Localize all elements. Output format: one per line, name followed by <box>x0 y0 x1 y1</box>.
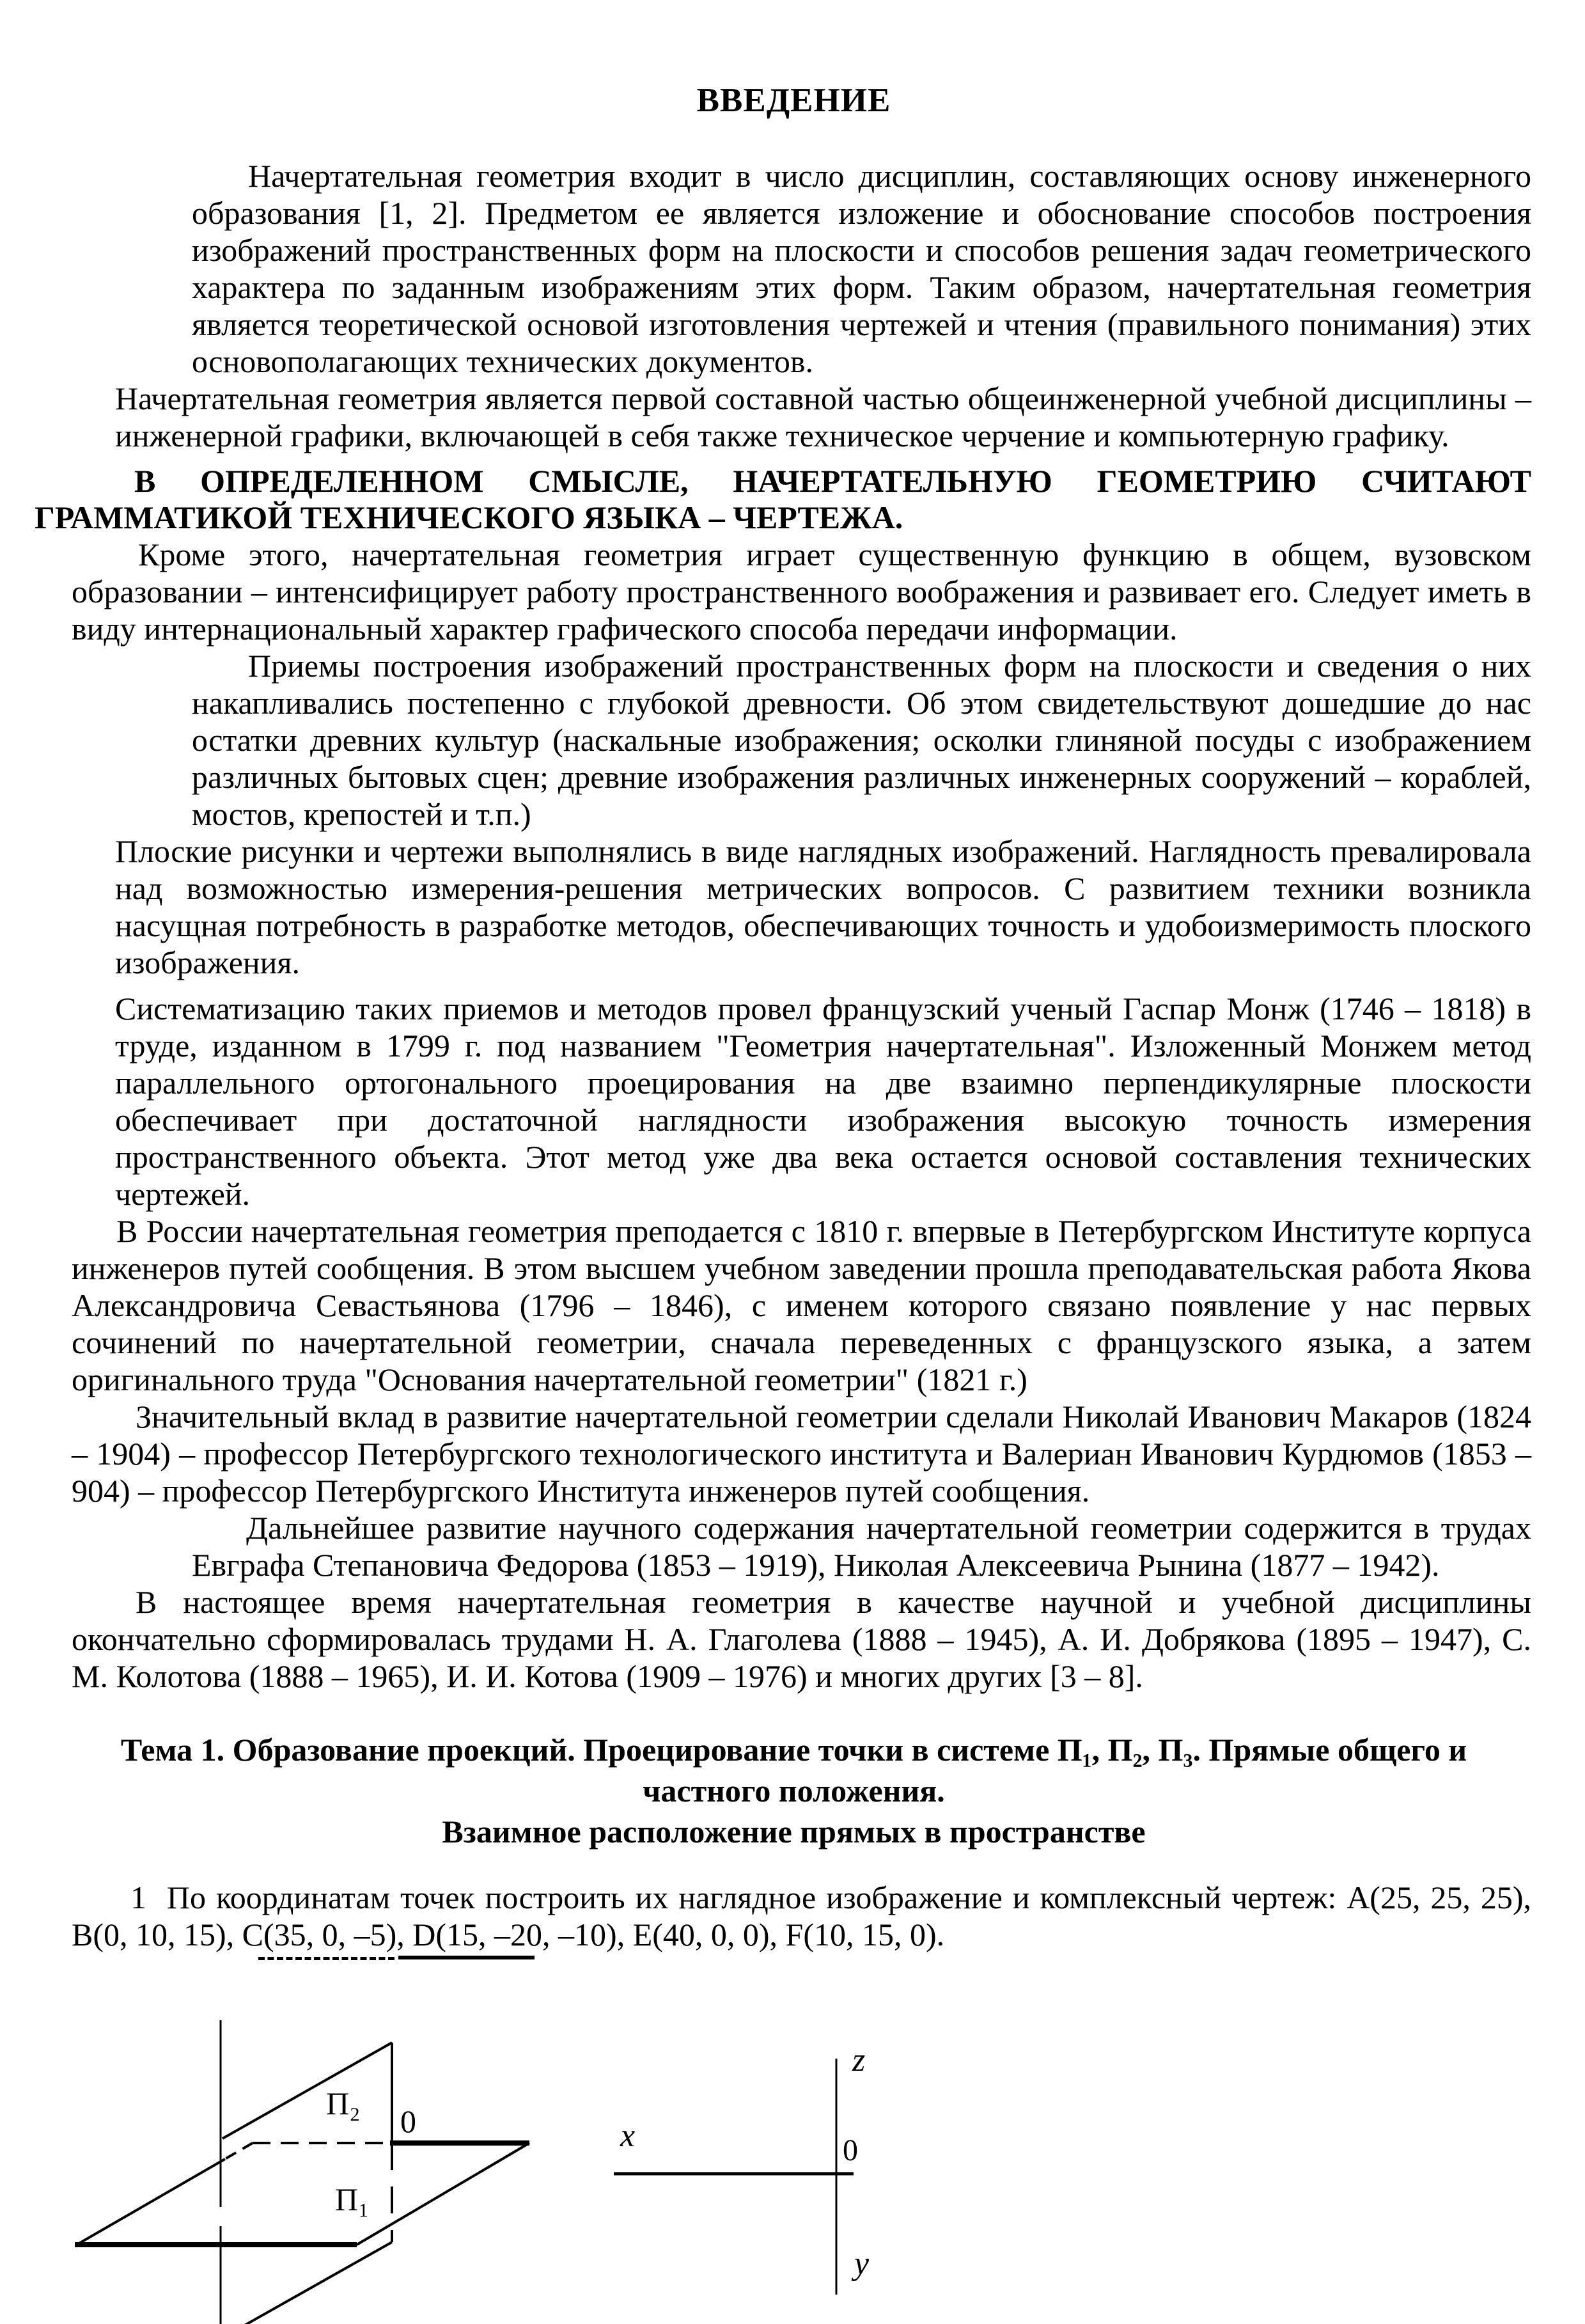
problem-statement <box>72 1879 1531 1953</box>
problem-text: По координатам точек построить их наглядное изображение и комплексный чертеж: A(25, 25, 25), B(0, 10, 15), C(35, 0, –5), D(15, –20, –10), E(40, 0, 0), F(10, 15, 0). <box>72 1880 1532 1952</box>
section-heading-line2: Взаимное расположение прямых в пространстве <box>442 1814 1146 1849</box>
underline-dashed-segment <box>258 1957 394 1960</box>
pi2-top-edge <box>223 2043 392 2139</box>
annotation-underline <box>258 1957 1531 1963</box>
underline-solid-segment <box>398 1956 535 1959</box>
x-axis-label: x <box>620 2117 636 2154</box>
pi1-left-edge <box>77 2159 225 2245</box>
origin-label-complex: 0 <box>843 2133 858 2167</box>
origin-label-pictorial: 0 <box>400 2103 416 2139</box>
paragraph-nastoyashchee-vremya: В настоящее время начертательная геометрия в качестве научной и учебной дисциплины окончательно сформировалась трудами Н. А. Глаголева (1888 – 1945), А. И. Добрякова (1895 – 1947), С. М. Колотова (1888 – 1965), И. И. Котова (1909 – 1976) и многих других [3 – 8]. <box>72 1584 1531 1694</box>
pi2-bottom-edge <box>217 2242 392 2324</box>
page-content <box>0 81 1585 1963</box>
paragraph-general: Начертательная геометрия является первой составной частью общеинженерной учебной дисциплины – инженерной графики, включающей в себя также техническое черчение и компьютерную графику. <box>115 381 1531 453</box>
figure-area <box>0 2018 1585 2324</box>
y-axis-label: y <box>854 2245 870 2282</box>
page-title: ВВЕДЕНИЕ <box>696 82 891 119</box>
paragraph-sistematizaciya: Систематизацию таких приемов и методов провел французский ученый Гаспар Монж (1746 – 1818) в труде, изданном в 1799 г. под названием "Геометрия начертательная". Изложенный Монжем метод параллельного ортогонального проецирования на две взаимно перпендикулярные плоскости обеспечивает при достаточной наглядности изображения высокую точность измерения пространственного объекта. Этот метод уже два века остается основой составления технических чертежей. <box>115 991 1531 1212</box>
paragraph-krome: Кроме этого, начертательная геометрия играет существенную функцию в общем, вузовском образовании – интенсифицирует работу пространственного воображения и развивает его. Следует иметь в виду интернациональный характер графического способа передачи информации. <box>72 537 1531 647</box>
problem-number: 1 <box>130 1880 146 1915</box>
section-heading-line1: Тема 1. Образование проекций. Проецирование точки в системе П₁, П₂, П₃. Прямые общего и частного положения. <box>120 1732 1467 1809</box>
paragraph-ploskie: Плоские рисунки и чертежи выполнялись в виде наглядных изображений. Наглядность превалировала над возможностью измерения-решения метрических вопросов. С развитием техники возникла насущная потребность в разработке методов, обеспечивающих точность и удобоизмеримость плоского изображения. <box>115 833 1531 980</box>
paragraph-bold-statement: В ОПРЕДЕЛЕННОМ СМЫСЛЕ, НАЧЕРТАТЕЛЬНУЮ ГЕОМЕТРИЮ СЧИТАЮТ ГРАММАТИКОЙ ТЕХНИЧЕСКОГО ЯЗЫКА – ЧЕРТЕЖА. <box>35 463 1531 535</box>
document-page <box>0 81 1585 2324</box>
paragraph-intro: Начертательная геометрия входит в число дисциплин, составляющих основу инженерного образования [1, 2]. Предметом ее является изложение и обоснование способов построения изображений пространственных форм на плоскости и способов решения задач геометрического характера по заданным изображениям этих форм. Таким образом, начертательная геометрия является теоретической основой изготовления чертежей и чтения (правильного понимания) этих основополагающих технических документов. <box>192 158 1531 379</box>
pictorial-view-labels <box>326 2085 416 2217</box>
projection-planes-figure <box>0 2018 1585 2324</box>
paragraph-dalneishee-razvitie: Дальнейшее развитие научного содержания начертательной геометрии содержится в трудах Евграфа Степановича Федорова (1853 – 1919), Николая Алексеевича Рынина (1877 – 1942). <box>192 1510 1531 1583</box>
paragraph-priemy: Приемы построения изображений пространственных форм на плоскости и сведения о них накапливались постепенно с глубокой древности. Об этом свидетельствуют дошедшие до нас остатки древних культур (наскальные изображения; осколки глиняной посуды с изображением различных бытовых сцен; древние изображения различных инженерных сооружений – кораблей, мостов, крепостей и т.п.) <box>192 648 1531 832</box>
pi1-plane-label: П₁ <box>335 2181 370 2217</box>
pi1-left-edge-hidden <box>225 2143 253 2159</box>
pi1-right-edge <box>357 2143 529 2245</box>
pi2-plane-label: П₂ <box>326 2085 361 2121</box>
paragraph-znachitelnyi-vklad: Значительный вклад в развитие начертательной геометрии сделали Николай Иванович Макаров (1824 – 1904) – профессор Петербургского технологического института и Валериан Иванович Курдюмов (1853 – 904) – профессор Петербургского Института инженеров путей сообщения. <box>72 1399 1531 1509</box>
pictorial-view-group <box>75 2020 529 2324</box>
z-axis-label: z <box>852 2042 866 2078</box>
complex-drawing-labels <box>620 2042 870 2282</box>
paragraph-rossiya: В России начертательная геометрия преподается с 1810 г. впервые в Петербургском Институте корпуса инженеров путей сообщения. В этом высшем учебном заведении прошла преподавательская работа Якова Александровича Севастьянова (1796 – 1846), с именем которого связано появление у нас первых сочинений по начертательной геометрии, сначала переведенных с французского языка, а затем оригинального труда "Основания начертательной геометрии" (1821 г.) <box>72 1213 1531 1397</box>
complex-drawing-axes-group <box>614 2059 854 2295</box>
